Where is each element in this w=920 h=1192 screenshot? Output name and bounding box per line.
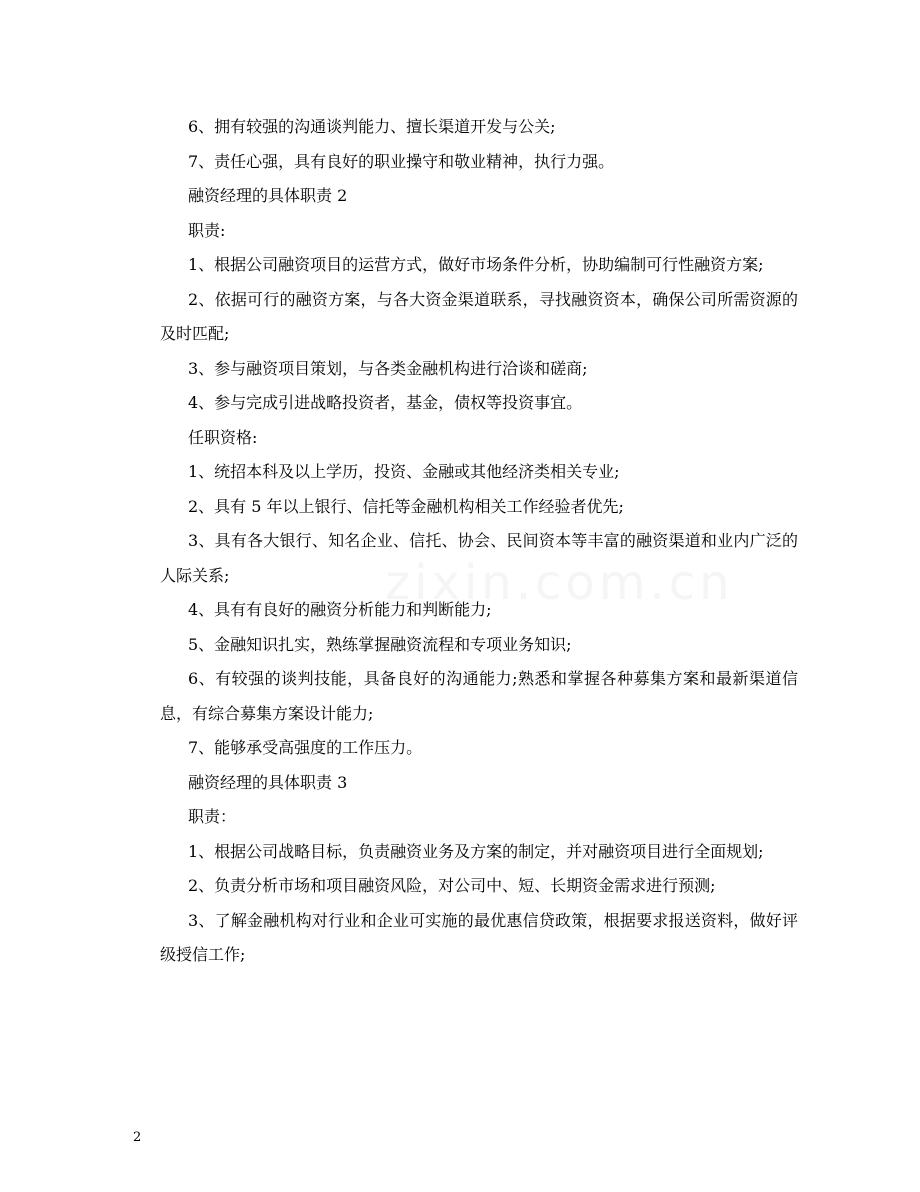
paragraph: 2、负责分析市场和项目融资风险，对公司中、短、长期资金需求进行预测; xyxy=(188,876,716,895)
paragraph: 2、具有 5 年以上银行、信托等金融机构相关工作经验者优先; xyxy=(188,496,624,516)
page-number: 2 xyxy=(133,1130,142,1145)
paragraph: 3、具有各大银行、知名企业、信托、协会、民间资本等丰富的融资渠道和业内广泛的人际关系; xyxy=(160,531,798,585)
document-body xyxy=(160,110,798,973)
paragraph: 2、依据可行的融资方案，与各大资金渠道联系，寻找融资资本，确保公司所需资源的及时匹配; xyxy=(160,289,798,343)
paragraph: 融资经理的具体职责 2 xyxy=(188,186,348,205)
paragraph: 5、金融知识扎实，熟练掌握融资流程和专项业务知识; xyxy=(188,634,572,654)
paragraph: 融资经理的具体职责 3 xyxy=(188,772,348,792)
paragraph: 3、了解金融机构对行业和企业可实施的最优惠信贷政策，根据要求报送资料，做好评级授信工作; xyxy=(160,910,798,964)
paragraph: 1、根据公司战略目标，负责融资业务及方案的制定，并对融资项目进行全面规划; xyxy=(188,841,764,861)
paragraph: 1、根据公司融资项目的运营方式，做好市场条件分析，协助编制可行性融资方案; xyxy=(188,255,764,274)
paragraph: 7、责任心强，具有良好的职业操守和敬业精神，执行力强。 xyxy=(188,151,615,171)
paragraph: 6、拥有较强的沟通谈判能力、擅长渠道开发与公关; xyxy=(188,117,556,136)
paragraph: 职责: xyxy=(188,220,226,240)
paragraph: 6、有较强的谈判技能，具备良好的沟通能力;熟悉和掌握各种募集方案和最新渠道信息，有综合募集方案设计能力; xyxy=(160,669,798,723)
paragraph: 1、统招本科及以上学历，投资、金融或其他经济类相关专业; xyxy=(188,462,620,481)
paragraph: 4、参与完成引进战略投资者，基金，债权等投资事宜。 xyxy=(188,393,583,412)
paragraph: 任职资格: xyxy=(188,427,258,447)
paragraph: 7、能够承受高强度的工作压力。 xyxy=(188,738,423,757)
paragraph: 职责： xyxy=(188,807,237,826)
paragraph: 4、具有有良好的融资分析能力和判断能力; xyxy=(188,600,492,619)
watermark: zixin.com.cn xyxy=(385,555,734,611)
paragraph: 3、参与融资项目策划，与各类金融机构进行洽谈和磋商; xyxy=(188,358,588,378)
